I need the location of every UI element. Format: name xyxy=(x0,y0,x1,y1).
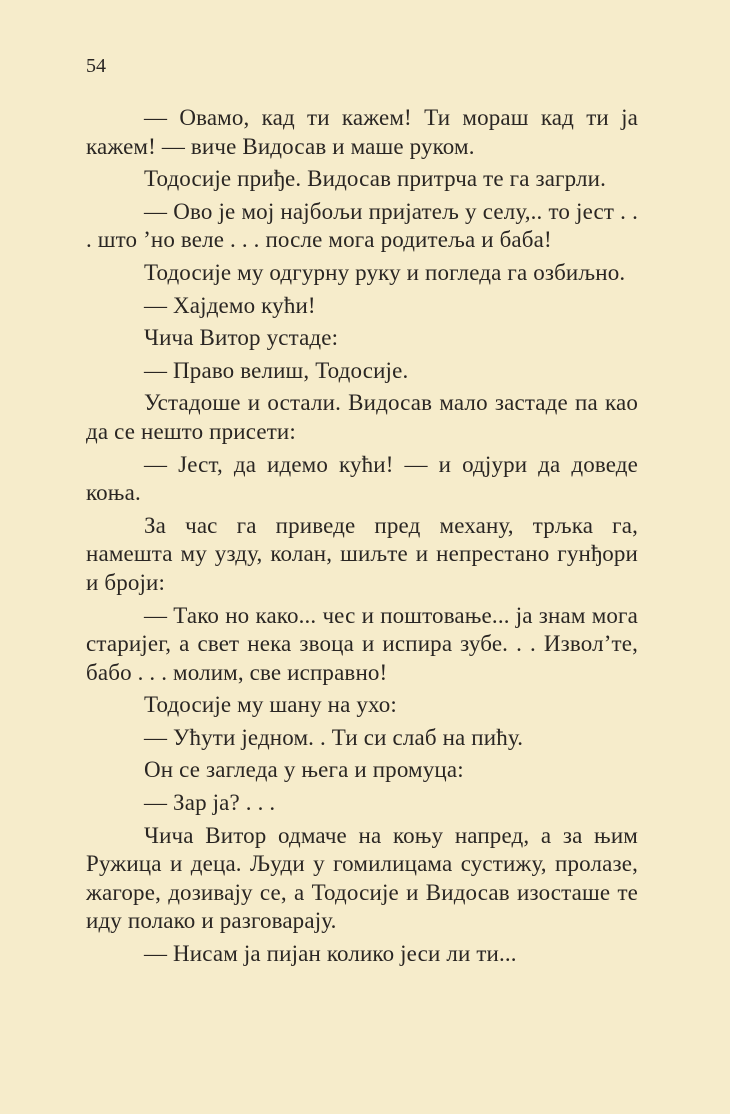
paragraph: — Јест, да идемо кући! — и одјури да доведе коња. xyxy=(86,451,638,506)
page-number: 54 xyxy=(86,55,106,77)
paragraph: — Овамо, кад ти кажем! Ти мораш кад ти ја кажем! — виче Видосав и маше руком. xyxy=(86,105,638,159)
paragraph: — Право велиш, Тодосије. xyxy=(144,357,409,383)
paragraph: Тодосије приђе. Видосав притрча те га загрли. xyxy=(144,166,606,192)
paragraph: — Ово је мој најбољи пријатељ у селу,.. то јест . . . што ’но веле . . . после мога родитеља и баба! xyxy=(86,198,638,253)
paragraph: Он се загледа у њега и промуца: xyxy=(144,757,464,783)
paragraph: — Хајдемо кући! xyxy=(144,292,316,318)
paragraph: Устадоше и остали. Видосав мало застаде па као да се нешто присети: xyxy=(86,390,638,444)
paragraph: За час га приведе пред механу, трљка га, намешта му узду, колан, шиљте и непрестано гунђори и броји: xyxy=(86,512,638,595)
paragraph: — Ућути једном. . Ти си слаб на пићу. xyxy=(144,724,524,750)
paragraph: — Зар ја? . . . xyxy=(144,790,276,816)
text-body xyxy=(86,104,638,973)
paragraph: Тодосије му одгурну руку и погледа га озбиљно. xyxy=(144,259,626,285)
paragraph: — Тако но како... чес и поштовање... ја знам мога старијег, а свет нека звоца и испира зубе. . . Изволʼте, бабо . . . молим, све исправно! xyxy=(86,602,638,685)
paragraph: Чича Витор одмаче на коњу напред, а за њим Ружица и деца. Људи у гомилицама сустижу, пролазе, жагоре, дозивају се, а Тодосије и Видосав изосташе те иду полако и разговарају. xyxy=(86,822,638,934)
paragraph: Тодосије му шану на ухо: xyxy=(144,692,397,718)
paragraph: — Нисам ја пијан колико јеси ли ти... xyxy=(144,941,517,967)
paragraph: Чича Витор устаде: xyxy=(144,325,339,351)
